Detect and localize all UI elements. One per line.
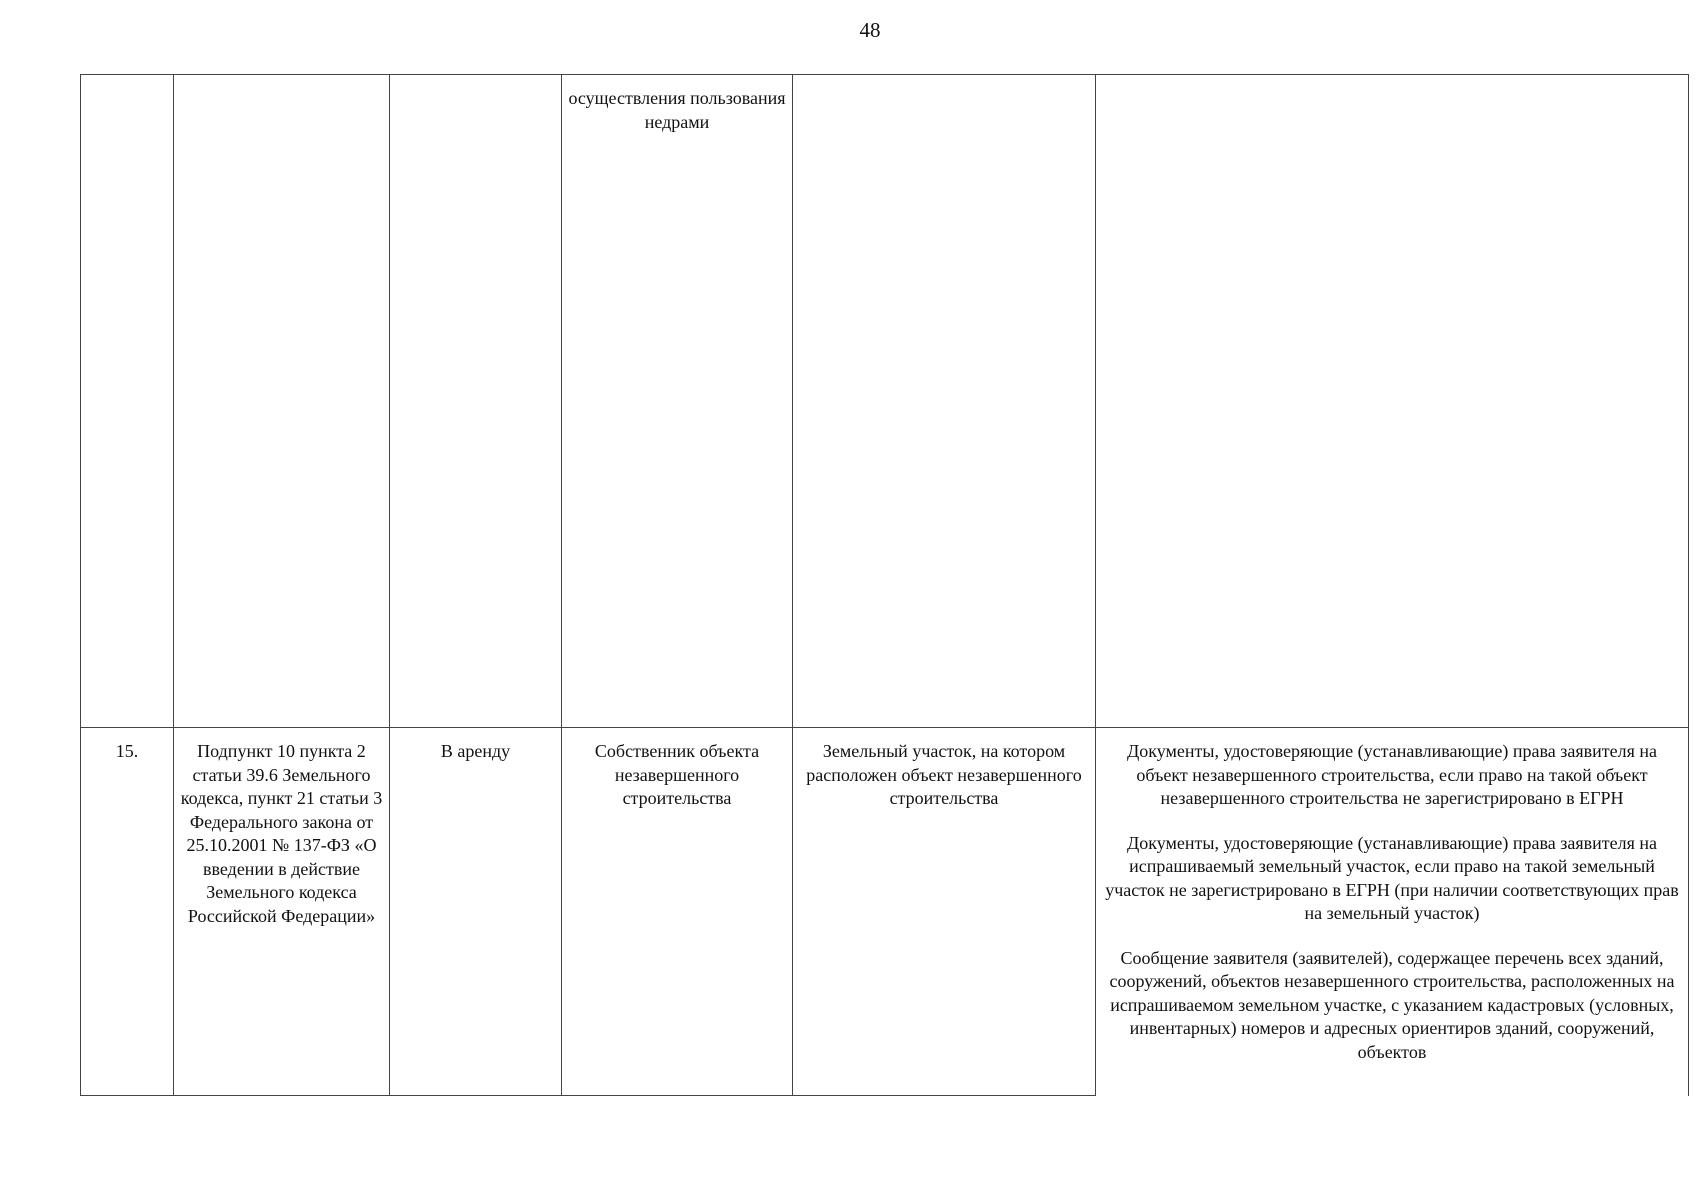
document-requirement: Документы, удостоверяющие (устанавливающие) права заявителя на испрашиваемый земельный участок, если право на такой земельный участок не зарегистрировано в ЕГРН (при наличии соответствующих прав на земельный участок) — [1105, 832, 1679, 923]
document-requirement: Документы, удостоверяющие (устанавливающие) права заявителя на объект незавершенного строительства, если право на такой объект незавершенного строительства не зарегистрировано в ЕГРН — [1126, 741, 1658, 808]
cell-applicant: Собственник объекта незавершенного строительства — [562, 728, 793, 1096]
cell-basis — [174, 75, 390, 728]
document-requirement: Сообщение заявителя (заявителей), содержащее перечень всех зданий, сооружений, объектов незавершенного строительства, расположенных на испрашиваемом земельном участке, с указанием кадастровых (условных, инвентарных) номеров и адресных ориентиров зданий, сооружений, объектов — [1109, 947, 1675, 1062]
cell-applicant: осуществления пользования недрами — [562, 75, 793, 728]
document-table — [80, 74, 1689, 1096]
cell-number — [81, 75, 174, 728]
cell-documents — [1096, 75, 1689, 728]
cell-number: 15. — [81, 728, 174, 1096]
cell-documents — [1096, 728, 1689, 1096]
cell-kind: В аренду — [390, 728, 562, 1096]
cell-land-plot — [793, 75, 1096, 728]
table-row — [81, 728, 1689, 1096]
cell-kind — [390, 75, 562, 728]
page-number: 48 — [859, 18, 881, 42]
cell-land-plot: Земельный участок, на котором расположен объект незавершенного строительства — [793, 728, 1096, 1096]
table-row — [81, 75, 1689, 728]
cell-basis: Подпункт 10 пункта 2 статьи 39.6 Земельного кодекса, пункт 21 статьи 3 Федерального закона от 25.10.2001 № 137-ФЗ «О введении в действие Земельного кодекса Российской Федерации» — [174, 728, 390, 1096]
